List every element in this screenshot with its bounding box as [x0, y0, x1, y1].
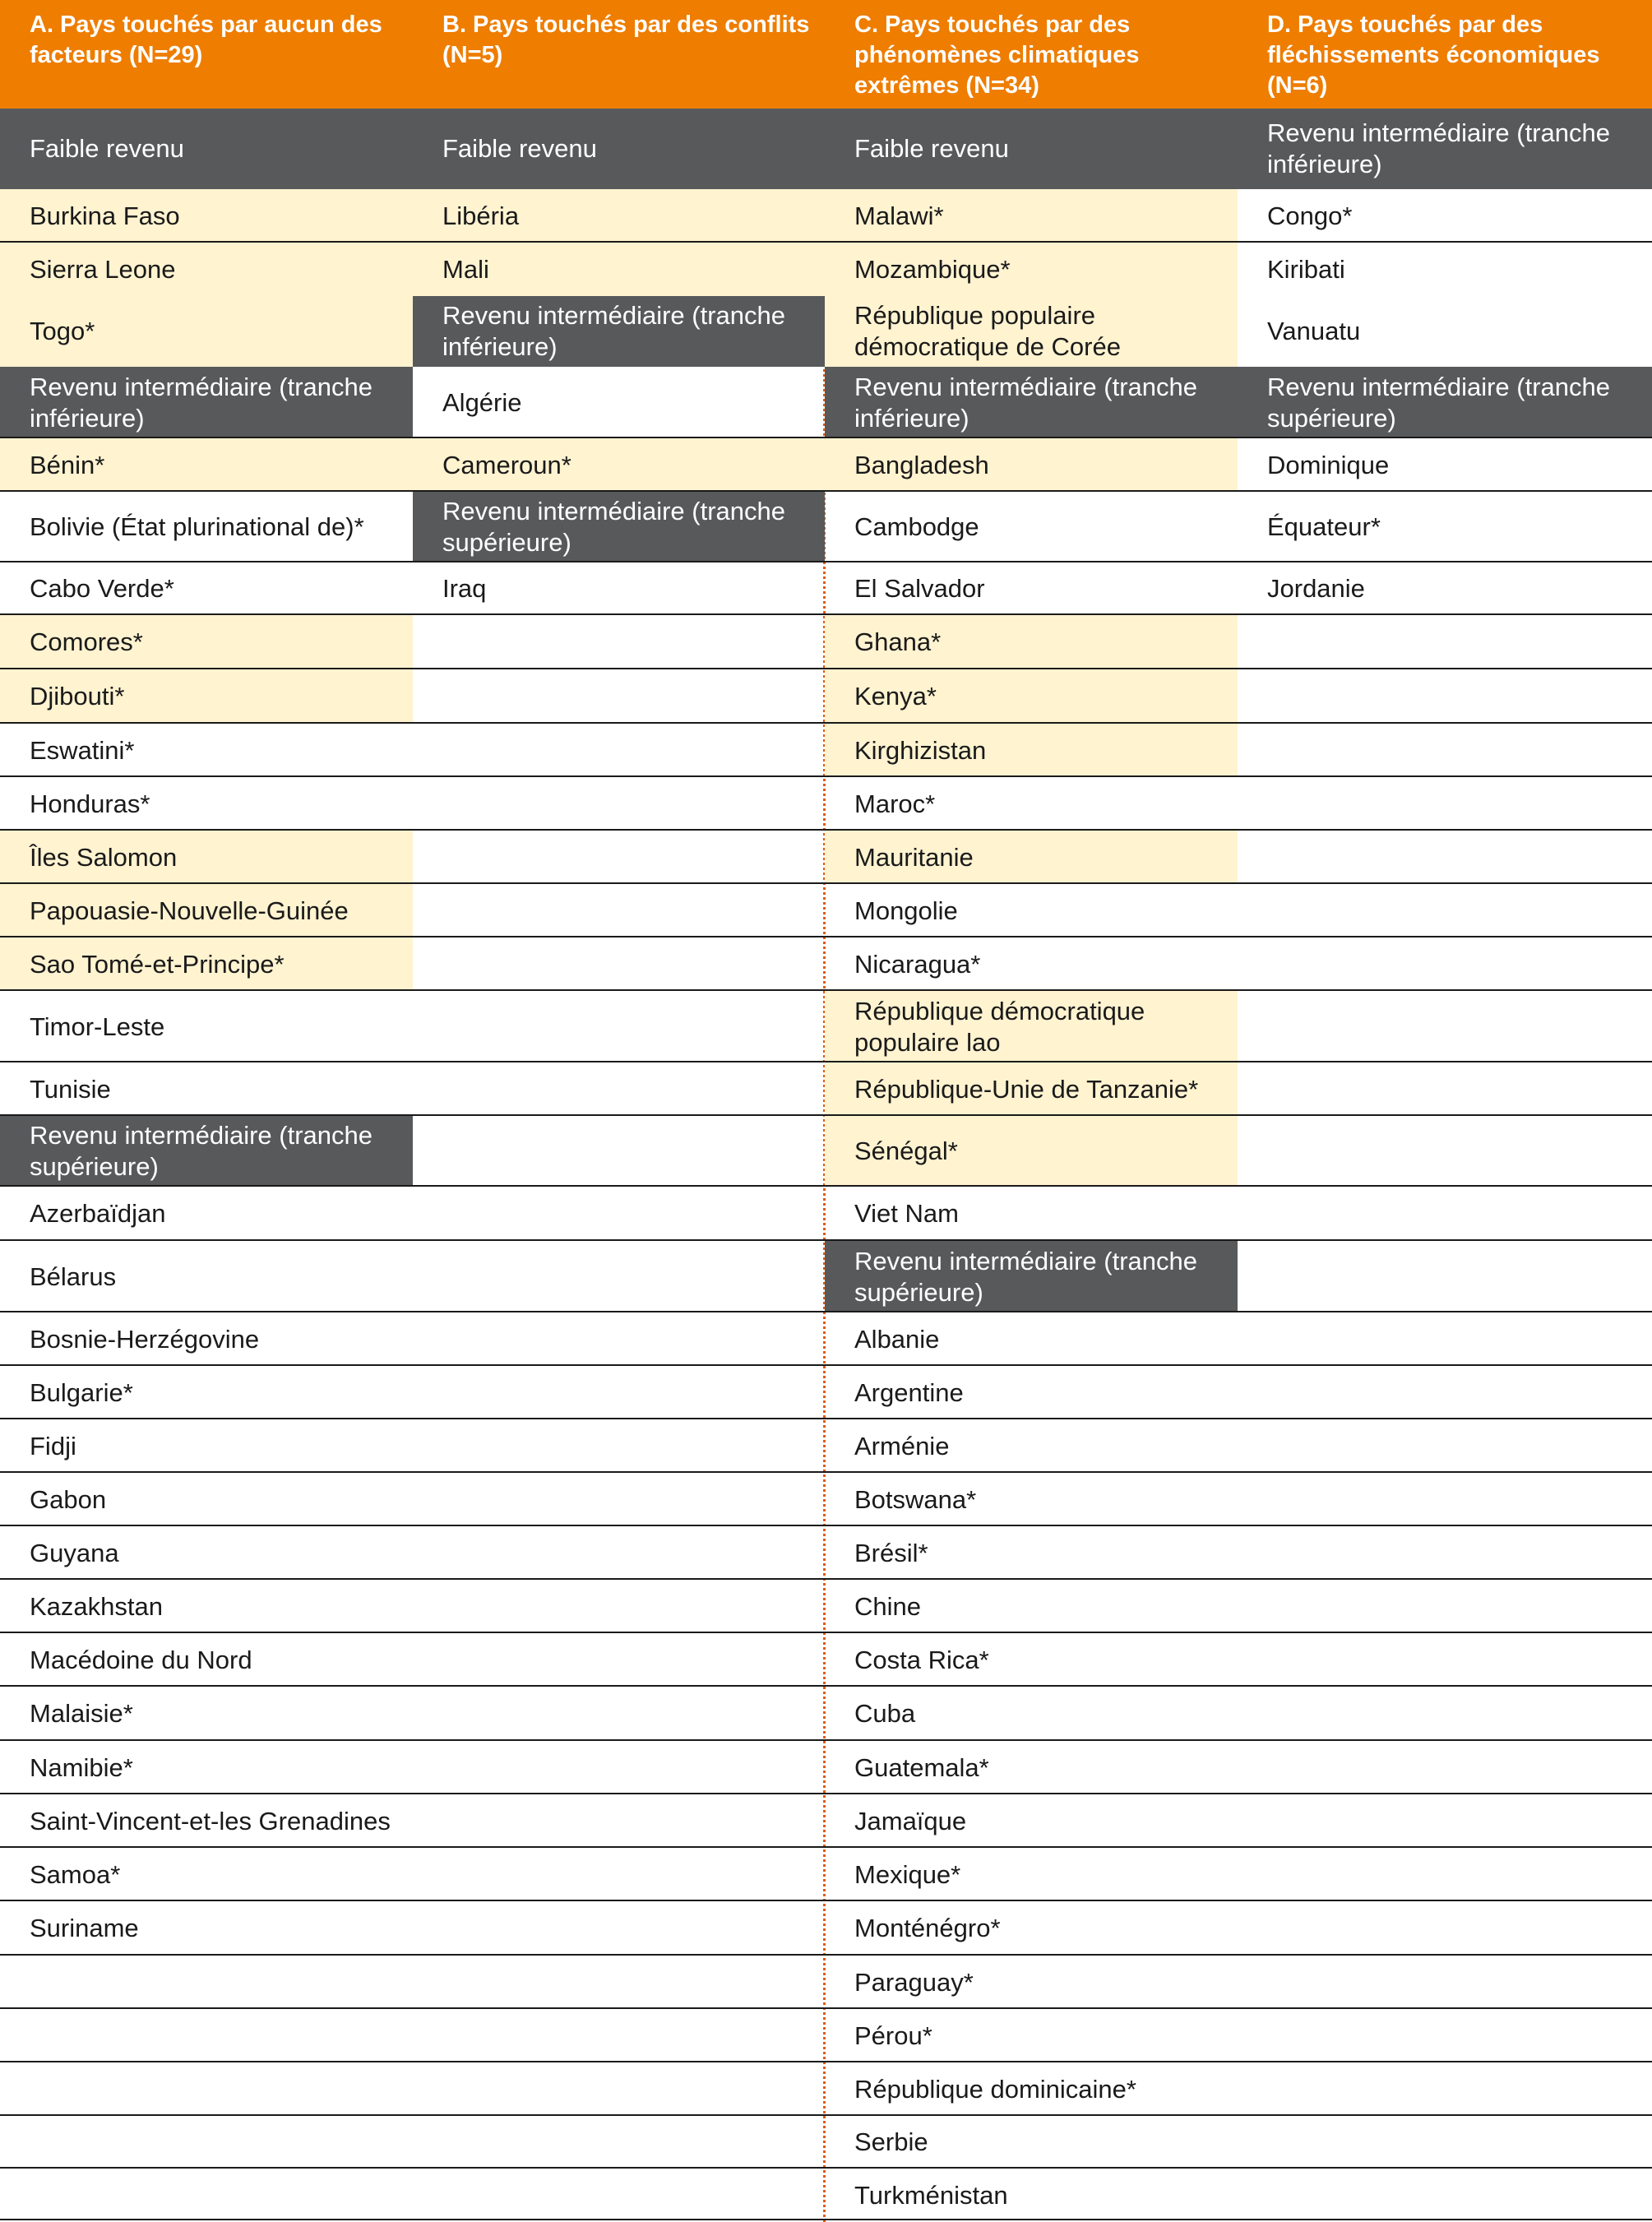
- country-cell: [413, 2116, 825, 2169]
- country-cell: [1238, 1848, 1652, 1901]
- country-cell: Azerbaïdjan: [30, 1199, 166, 1228]
- row-divider: [0, 561, 1652, 562]
- country-cell: Îles Salomon: [0, 831, 413, 884]
- row-divider: [0, 1364, 1652, 1366]
- country-cell: Gabon: [30, 1484, 107, 1514]
- country-cell: [413, 1526, 825, 1580]
- income-group-label: Revenu intermédiaire (tranche inférieure): [413, 296, 825, 367]
- country-cell: [1238, 2062, 1652, 2116]
- header-col-a: A. Pays touchés par aucun des facteurs (N=29): [0, 0, 413, 109]
- row-divider: [0, 1739, 1652, 1741]
- country-cell: Pérou*: [854, 2021, 932, 2050]
- country-cell: Namibie*: [30, 1752, 133, 1782]
- country-cell: Burkina Faso: [0, 189, 413, 243]
- row-divider: [0, 722, 1652, 724]
- country-cell: Tunisie: [30, 1074, 111, 1104]
- country-cell: Kirghizistan: [825, 724, 1238, 777]
- country-cell: Congo*: [1267, 201, 1353, 230]
- country-cell: [1238, 884, 1652, 937]
- country-cell: Botswana*: [854, 1484, 977, 1514]
- country-cell: République dominicaine*: [854, 2074, 1136, 2104]
- country-cell: Libéria: [413, 189, 825, 243]
- country-cell: [413, 831, 825, 884]
- row-divider: [0, 2219, 1652, 2220]
- row-divider: [0, 241, 1652, 243]
- country-cell: [413, 1419, 825, 1473]
- country-cell: Malaisie*: [30, 1699, 133, 1728]
- country-cell: Arménie: [854, 1431, 950, 1461]
- country-cell: Kiribati: [1267, 254, 1345, 284]
- row-divider: [0, 437, 1652, 438]
- row-divider: [0, 1954, 1652, 1956]
- country-cell: [1238, 991, 1652, 1062]
- country-cell: Cabo Verde*: [30, 574, 174, 603]
- income-group-label: Revenu intermédiaire (tranche inférieure): [825, 367, 1238, 438]
- country-cell: [413, 2062, 825, 2116]
- country-cell: [413, 1633, 825, 1687]
- row-divider: [0, 1239, 1652, 1241]
- country-cell: Vanuatu: [1267, 317, 1361, 345]
- country-cell: Sénégal*: [825, 1116, 1238, 1187]
- country-cell: [1238, 1580, 1652, 1633]
- country-cell: [413, 991, 825, 1062]
- header-col-b: B. Pays touchés par des conflits (N=5): [413, 0, 825, 109]
- country-cell: [1238, 1901, 1652, 1956]
- country-cell: [1238, 1062, 1652, 1116]
- country-cell: [1238, 724, 1652, 777]
- row-divider: [0, 1685, 1652, 1687]
- country-cell: Mongolie: [854, 896, 958, 925]
- country-cell: Saint-Vincent-et-les Grenadines: [30, 1806, 391, 1835]
- row-divider: [0, 613, 1652, 615]
- country-cell: [413, 1312, 825, 1366]
- country-cell: [413, 724, 825, 777]
- country-cell: Jordanie: [1267, 574, 1365, 603]
- country-cell: Guyana: [30, 1538, 119, 1567]
- country-cell: Fidji: [30, 1431, 76, 1461]
- country-cell: Timor-Leste: [30, 1011, 165, 1041]
- country-cell: [1238, 1741, 1652, 1794]
- country-cell: Jamaïque: [854, 1806, 967, 1835]
- income-group-label: Faible revenu: [413, 109, 825, 189]
- row-divider: [0, 936, 1652, 937]
- country-cell: Équateur*: [1267, 512, 1381, 541]
- country-cell: [413, 1794, 825, 1848]
- country-cell: Paraguay*: [854, 1967, 974, 1997]
- country-cell: Albanie: [854, 1324, 940, 1354]
- row-divider: [0, 775, 1652, 777]
- country-cell: [413, 1116, 825, 1187]
- row-divider: [0, 1578, 1652, 1580]
- country-cell: [0, 2169, 413, 2222]
- country-cell: Algérie: [442, 387, 522, 417]
- country-cell: République-Unie de Tanzanie*: [825, 1062, 1238, 1116]
- country-cell: [1238, 1187, 1652, 1241]
- country-cell: [1238, 831, 1652, 884]
- country-cell: Kenya*: [825, 669, 1238, 724]
- country-cell: [413, 1848, 825, 1901]
- country-cell: [1238, 1687, 1652, 1741]
- row-divider: [0, 1632, 1652, 1633]
- country-cell: [1238, 669, 1652, 724]
- row-divider: [0, 2061, 1652, 2062]
- income-group-label: Faible revenu: [825, 109, 1238, 189]
- country-cell: [413, 1687, 825, 1741]
- country-cell: République populaire démocratique de Corée: [825, 296, 1238, 367]
- country-cell: [1238, 615, 1652, 669]
- country-cell: [413, 1062, 825, 1116]
- country-cell: [1238, 1473, 1652, 1526]
- country-cell: Nicaragua*: [854, 949, 981, 979]
- country-cell: [1238, 1366, 1652, 1419]
- country-cell: [1238, 937, 1652, 991]
- country-cell: [413, 615, 825, 669]
- country-cell: [413, 1901, 825, 1956]
- country-cell: Maroc*: [854, 789, 936, 818]
- row-divider: [0, 1793, 1652, 1794]
- country-cell: Viet Nam: [854, 1199, 959, 1228]
- country-cell: Honduras*: [30, 789, 150, 818]
- country-cell: [1238, 1116, 1652, 1187]
- country-cell: Bolivie (État plurinational de)*: [30, 512, 364, 541]
- country-cell: [0, 2062, 413, 2116]
- country-cell: [0, 2009, 413, 2062]
- country-cell: [1238, 1956, 1652, 2009]
- row-divider: [0, 2114, 1652, 2116]
- income-group-label: Revenu intermédiaire (tranche supérieure): [0, 1116, 413, 1187]
- row-divider: [0, 1525, 1652, 1526]
- income-group-label: Revenu intermédiaire (tranche supérieure): [413, 492, 825, 562]
- country-cell: [413, 1366, 825, 1419]
- country-cell: [413, 1187, 825, 1241]
- income-group-label: Faible revenu: [0, 109, 413, 189]
- country-cell: [1238, 1241, 1652, 1312]
- country-cell: [413, 2169, 825, 2222]
- country-cell: Guatemala*: [854, 1752, 989, 1782]
- country-cell: [1238, 1633, 1652, 1687]
- country-cell: Monténégro*: [854, 1914, 1001, 1942]
- country-cell: Brésil*: [854, 1538, 928, 1567]
- country-cell: Costa Rica*: [854, 1645, 989, 1674]
- country-cell: Kazakhstan: [30, 1591, 163, 1621]
- country-cell: Mexique*: [854, 1859, 961, 1889]
- country-cell: [1238, 777, 1652, 831]
- country-cell: Argentine: [854, 1377, 964, 1407]
- country-cell: Ghana*: [825, 615, 1238, 669]
- country-cell: [1238, 1526, 1652, 1580]
- country-cell: Papouasie-Nouvelle-Guinée: [0, 884, 413, 937]
- country-cell: Suriname: [30, 1914, 139, 1942]
- country-cell: [1238, 1794, 1652, 1848]
- country-cell: Bulgarie*: [30, 1377, 133, 1407]
- country-cell: Comores*: [0, 615, 413, 669]
- row-divider: [0, 1418, 1652, 1419]
- country-cell: [413, 1741, 825, 1794]
- country-cell: [413, 777, 825, 831]
- row-divider: [0, 882, 1652, 884]
- country-cell: Bosnie-Herzégovine: [30, 1324, 260, 1354]
- country-cell: Macédoine du Nord: [30, 1645, 252, 1674]
- country-cell: Mozambique*: [825, 243, 1238, 296]
- country-cell: Dominique: [1267, 450, 1390, 479]
- country-cell: [413, 2009, 825, 2062]
- country-cell: [1238, 2169, 1652, 2222]
- country-cell: [413, 884, 825, 937]
- country-cell: Mali: [413, 243, 825, 296]
- country-cell: [413, 1473, 825, 1526]
- row-divider: [0, 989, 1652, 991]
- country-cell: Turkménistan: [854, 2180, 1008, 2210]
- row-divider: [0, 490, 1652, 492]
- row-divider: [0, 1114, 1652, 1116]
- country-cell: [413, 937, 825, 991]
- country-cell: [1238, 2009, 1652, 2062]
- country-cell: Mauritanie: [825, 831, 1238, 884]
- row-divider: [0, 2167, 1652, 2169]
- income-group-label: Revenu intermédiaire (tranche supérieure): [825, 1241, 1238, 1312]
- country-cell: El Salvador: [854, 574, 985, 603]
- country-cell: Bénin*: [0, 438, 413, 492]
- country-cell: Sao Tomé-et-Principe*: [0, 937, 413, 991]
- row-divider: [0, 1185, 1652, 1187]
- country-cell: Cambodge: [854, 512, 979, 541]
- country-cell: Malawi*: [825, 189, 1238, 243]
- row-divider: [0, 2007, 1652, 2009]
- row-divider: [0, 1471, 1652, 1473]
- country-cell: Eswatini*: [30, 735, 135, 765]
- country-cell: [413, 1241, 825, 1312]
- income-group-label: Revenu intermédiaire (tranche inférieure): [1238, 109, 1652, 189]
- country-cell: [413, 1580, 825, 1633]
- country-cell: Chine: [854, 1591, 921, 1621]
- row-divider: [0, 668, 1652, 669]
- country-cell: Serbie: [854, 2127, 928, 2156]
- country-cell: [1238, 1419, 1652, 1473]
- country-cell: [0, 2116, 413, 2169]
- row-divider: [0, 1900, 1652, 1901]
- country-cell: Cameroun*: [413, 438, 825, 492]
- country-cell: Samoa*: [30, 1859, 121, 1889]
- country-cell: Djibouti*: [0, 669, 413, 724]
- income-group-label: Revenu intermédiaire (tranche inférieure): [0, 367, 413, 438]
- country-cell: [0, 1956, 413, 2009]
- country-cell: Bangladesh: [825, 438, 1238, 492]
- row-divider: [0, 829, 1652, 831]
- country-cell: Cuba: [854, 1699, 916, 1728]
- country-cell: [413, 669, 825, 724]
- row-divider: [0, 1311, 1652, 1312]
- country-cell: Bélarus: [30, 1261, 117, 1291]
- row-divider: [0, 1061, 1652, 1062]
- country-cell: [1238, 2116, 1652, 2169]
- header-col-c: C. Pays touchés par des phénomènes climatiques extrêmes (N=34): [825, 0, 1238, 109]
- income-group-label: Revenu intermédiaire (tranche supérieure): [1238, 367, 1652, 438]
- country-cell: Iraq: [442, 574, 487, 603]
- country-cell: [413, 1956, 825, 2009]
- row-divider: [0, 1846, 1652, 1848]
- country-cell: Sierra Leone: [0, 243, 413, 296]
- header-col-d: D. Pays touchés par des fléchissements économiques (N=6): [1238, 0, 1652, 109]
- country-cell: République démocratique populaire lao: [825, 991, 1238, 1062]
- country-cell: [1238, 1312, 1652, 1366]
- country-cell: Togo*: [0, 296, 413, 367]
